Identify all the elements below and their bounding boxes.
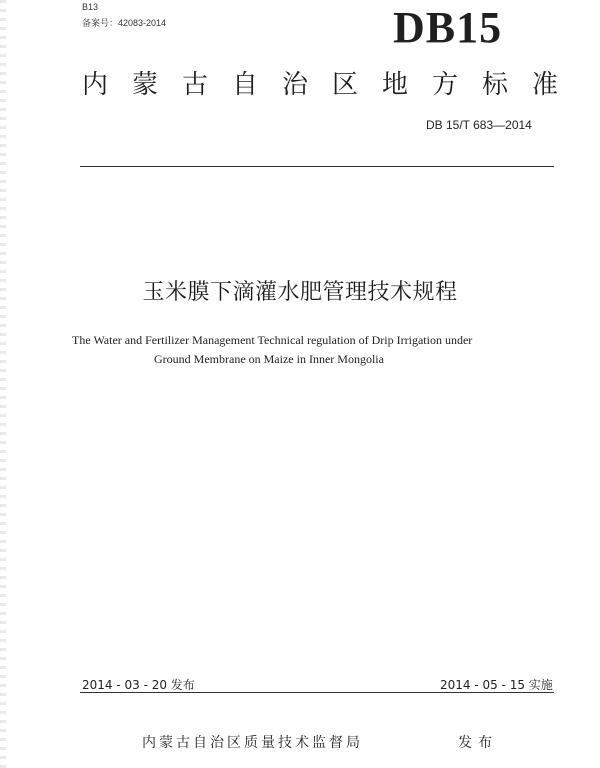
implementation-date: 2014 - 05 - 15 实施 xyxy=(440,678,553,692)
date-divider xyxy=(80,692,554,693)
english-title-line-2: Ground Membrane on Maize in Inner Mongolia xyxy=(154,352,384,366)
document-title: 玉米膜下滴灌水肥管理技术规程 xyxy=(142,280,458,305)
issue-date: 2014 - 03 - 20 发布 xyxy=(82,678,195,692)
record-number: 备案号：42083-2014 xyxy=(82,18,167,28)
classification-code: B13 xyxy=(82,2,99,12)
standard-logo: DB15 xyxy=(393,3,503,52)
issue-action: 发布 xyxy=(458,735,498,751)
standard-category: 内蒙古自治区地方标准 xyxy=(82,70,583,100)
header-divider xyxy=(80,166,554,167)
standard-number: DB 15/T 683—2014 xyxy=(426,118,532,132)
english-title-line-1: The Water and Fertilizer Management Technical regulation of Drip Irrigation under xyxy=(72,333,473,347)
issuing-authority: 内蒙古自治区质量技术监督局 xyxy=(142,735,363,751)
scan-edge-artifact xyxy=(0,0,6,768)
